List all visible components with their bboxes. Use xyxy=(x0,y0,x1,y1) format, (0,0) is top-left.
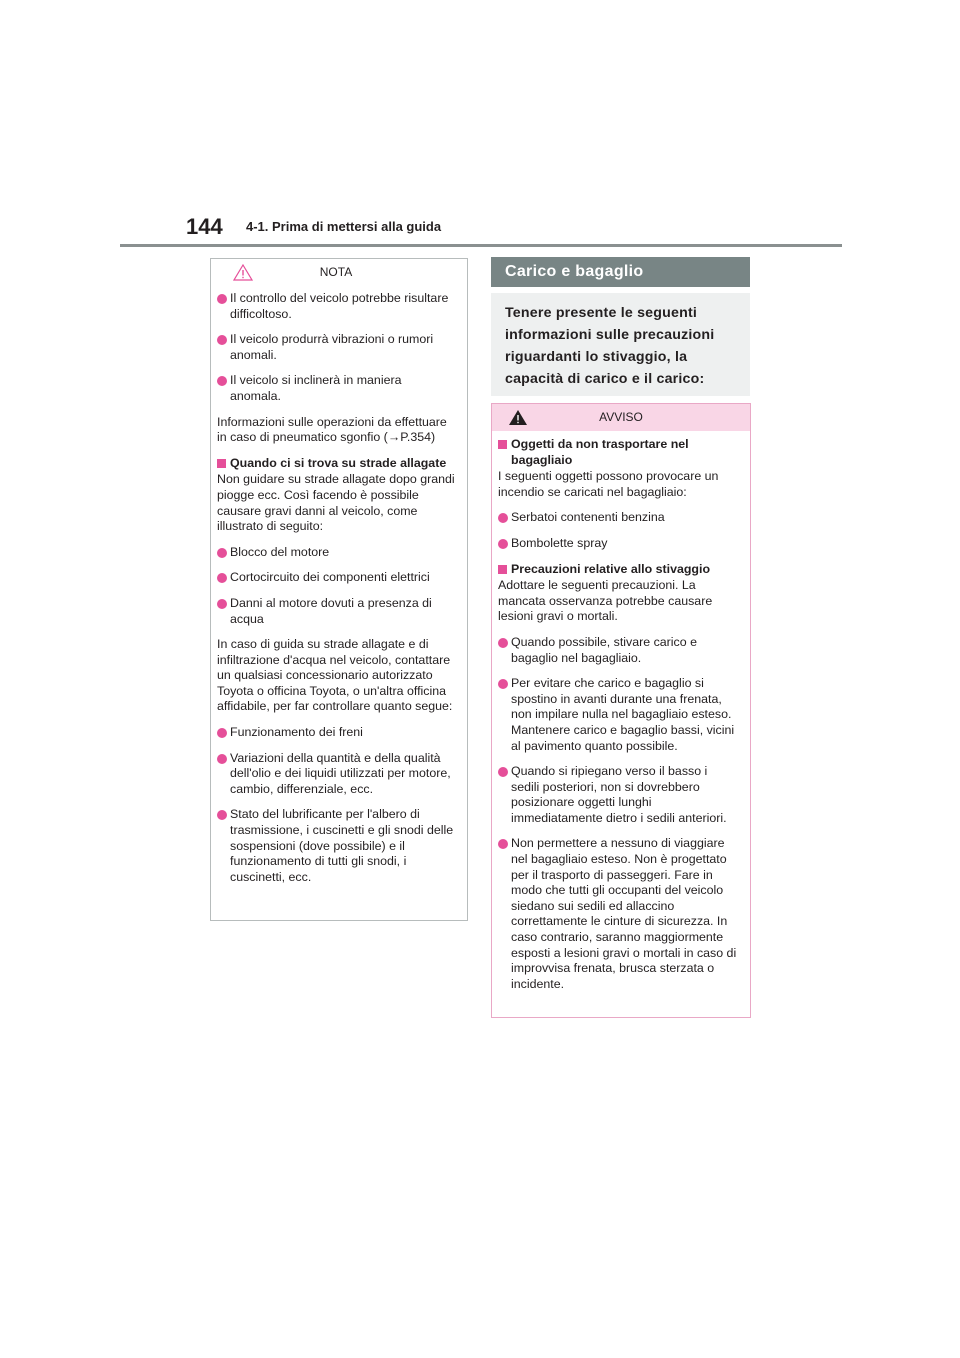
avviso-text: Precauzioni relative allo stivaggio xyxy=(511,561,711,576)
nota-bullet-item xyxy=(217,332,455,363)
nota-paragraph xyxy=(217,415,455,446)
warning-triangle-filled-icon xyxy=(508,409,528,431)
avviso-text: Bombolette spray xyxy=(511,535,608,550)
avviso-text: Quando si ripiegano verso il basso i sedili posteriori, non si dovrebbero posizionare oggetti lunghi immediatamente dietro i sedili anteriori. xyxy=(511,764,727,825)
avviso-subheading xyxy=(498,562,738,578)
carico-intro: Tenere presente le seguenti informazioni sulle precauzioni riguardanti lo stivaggio, la capacità di carico e il carico: xyxy=(491,293,750,396)
nota-bullet-item xyxy=(217,807,455,885)
nota-text: Il controllo del veicolo potrebbe risultare difficoltoso. xyxy=(230,291,449,321)
nota-bullet-item xyxy=(217,373,455,404)
avviso-label: AVVISO xyxy=(599,409,643,424)
nota-bullet-item xyxy=(217,545,455,561)
avviso-bullet-item xyxy=(498,836,738,992)
nota-text: Blocco del motore xyxy=(230,544,330,559)
avviso-bullet-item xyxy=(498,536,738,552)
avviso-box xyxy=(491,403,751,1018)
nota-paragraph xyxy=(217,637,455,715)
nota-paragraph xyxy=(217,472,455,534)
avviso-text: Adottare le seguenti precauzioni. La mancata osservanza potrebbe causare lesioni gravi o mortali. xyxy=(498,578,713,624)
avviso-text: Oggetti da non trasportare nel bagagliaio xyxy=(511,437,689,467)
warning-triangle-outline-icon xyxy=(233,264,253,286)
nota-bullet-item xyxy=(217,596,455,627)
nota-text: Stato del lubrificante per l'albero di trasmissione, i cuscinetti e gli snodi delle sospensioni (dove possibile) e il funzionamento di tutti gli snodi, i cuscinetti, ecc. xyxy=(230,807,454,884)
nota-bullet-item xyxy=(217,751,455,798)
avviso-text: Serbatoi contenenti benzina xyxy=(511,510,665,525)
nota-text: Funzionamento dei freni xyxy=(230,725,363,740)
page-number: 144 xyxy=(186,214,223,239)
nota-text: In caso di guida su strade allagate e di infiltrazione d'acqua nel veicolo, contattare un qualsiasi concessionario autorizzato Toyota o officina Toyota, o un'altra officina affidabile, per far controllare quanto segue: xyxy=(217,637,453,714)
avviso-bullet-item xyxy=(498,764,738,826)
nota-subheading xyxy=(217,456,455,472)
nota-text: Il veicolo produrrà vibrazioni o rumori anomali. xyxy=(230,332,434,362)
nota-text: Danni al motore dovuti a presenza di acqua xyxy=(230,595,432,626)
nota-text: Quando ci si trova su strade allagate xyxy=(230,455,447,470)
avviso-subheading xyxy=(498,437,738,468)
avviso-bullet-item xyxy=(498,635,738,666)
nota-label: NOTA xyxy=(319,264,353,279)
section-title: 4-1. Prima di mettersi alla guida xyxy=(246,219,442,234)
nota-header xyxy=(217,259,455,286)
nota-bullet-item xyxy=(217,291,455,322)
avviso-paragraph xyxy=(498,469,738,500)
avviso-text: Non permettere a nessuno di viaggiare nel bagagliaio esteso. Non è progettato per il trasporto di passeggeri. Fare in modo che tutti gli occupanti del veicolo siedano sui sedili ed allaccino correttamente le cinture di sicurezza. In caso contrario, saranno maggiormente esposti a lesioni gravi o mortali in caso di improvvisa frenata, brusca sterzata o incidente. xyxy=(511,836,737,991)
avviso-header xyxy=(492,404,750,431)
avviso-bullet-item xyxy=(498,676,738,754)
avviso-text: Quando possibile, stivare carico e bagaglio nel bagagliaio. xyxy=(511,634,697,665)
avviso-text: Per evitare che carico e bagaglio si spostino in avanti durante una frenata, non impilare nulla nel bagagliaio esteso. Mantenere carico e bagaglio bassi, vicini al pavimento quanto possibile. xyxy=(511,676,735,753)
avviso-text: I seguenti oggetti possono provocare un incendio se caricati nel bagagliaio: xyxy=(498,469,719,499)
page-reference-link[interactable] xyxy=(388,430,431,444)
avviso-body xyxy=(492,431,750,992)
nota-text-suffix: ) xyxy=(431,430,436,445)
nota-text: Cortocircuito dei componenti elettrici xyxy=(230,570,430,585)
header-rule xyxy=(120,244,842,247)
nota-bullet-item xyxy=(217,725,455,741)
page-reference-text: P.354 xyxy=(400,430,432,445)
avviso-bullet-item xyxy=(498,510,738,526)
arrow-right-icon: → xyxy=(387,430,401,445)
carico-title: Carico e bagaglio xyxy=(491,257,750,287)
nota-box xyxy=(210,258,468,921)
nota-bullet-item xyxy=(217,570,455,586)
avviso-paragraph xyxy=(498,578,738,625)
nota-text: Informazioni sulle operazioni da effettuare in caso di pneumatico sgonfio ( xyxy=(217,414,447,445)
nota-text: Non guidare su strade allagate dopo grandi piogge ecc. Così facendo è possibile causare gravi danni al veicolo, come illustrato di seguito: xyxy=(217,472,455,534)
nota-body xyxy=(217,286,455,885)
nota-text: Il veicolo si inclinerà in maniera anomala. xyxy=(230,373,402,403)
nota-text: Variazioni della quantità e della qualità dell'olio e dei liquidi utilizzati per motore, cambio, differenziale, ecc. xyxy=(230,750,451,796)
